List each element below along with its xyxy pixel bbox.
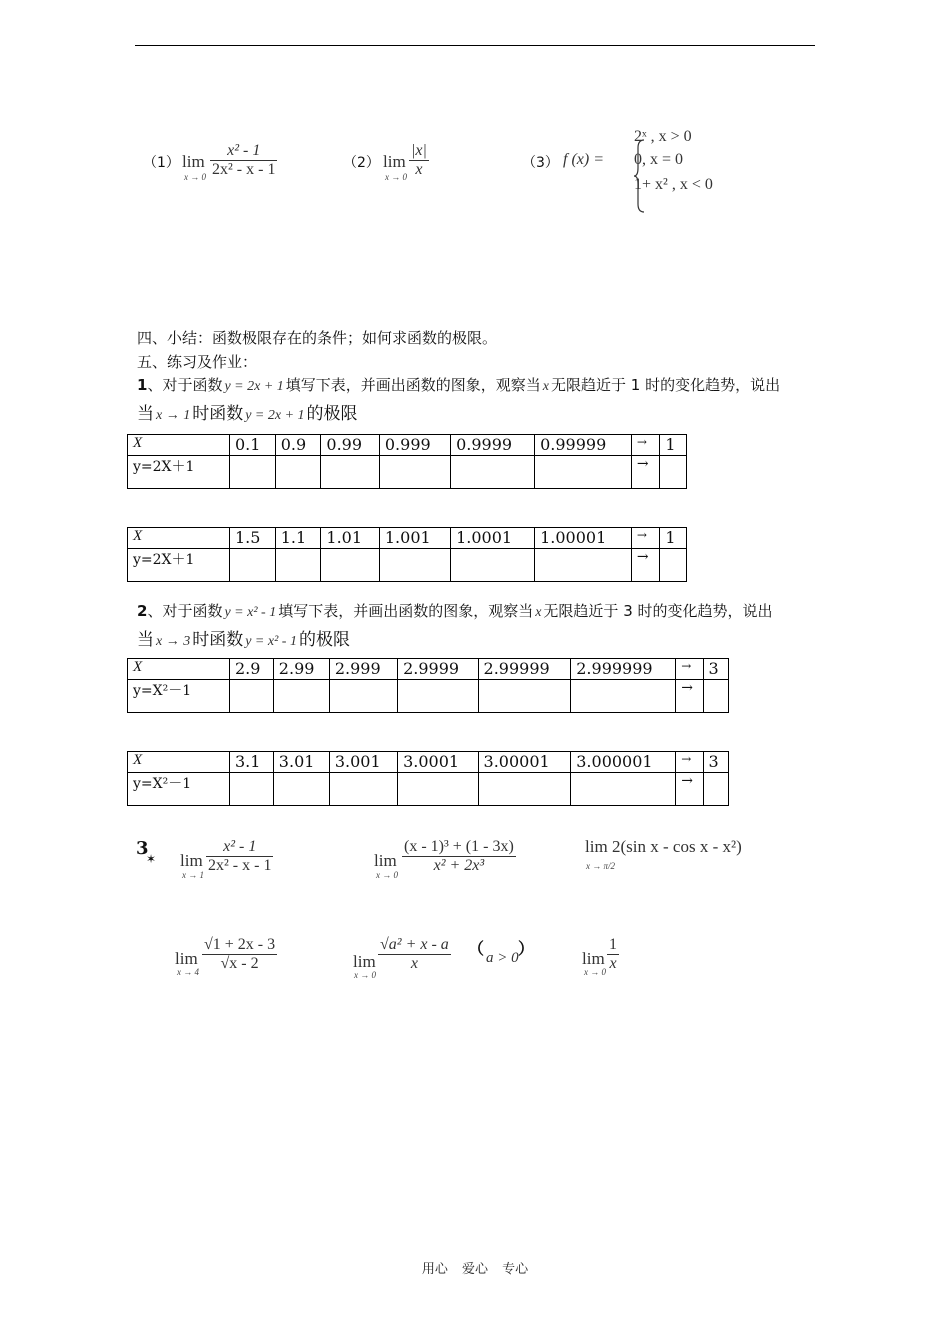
value-table-2 (127, 527, 687, 582)
table-2-arrow: → (631, 528, 660, 549)
table-2-arrow: → (631, 549, 660, 582)
table-4-empty-cell[interactable] (398, 773, 478, 806)
exercise-2-text-a: 、对于函数 (147, 602, 223, 620)
problem-3-case-2: 0, x = 0 (634, 151, 684, 168)
table-1-cell: 0.99999 (535, 435, 632, 456)
problem-3-label: （3） (522, 155, 559, 171)
problem-1-label: （1） (143, 155, 180, 171)
problem-2-numerator: |x| (411, 142, 427, 159)
table-2-empty-cell[interactable] (321, 549, 379, 582)
ex3-e6-fraction (607, 936, 619, 973)
table-4-cell: 3.000001 (571, 752, 676, 773)
problem-2-fraction (409, 142, 429, 179)
exercise-1-line2-f2: y = 2x + 1 (245, 408, 305, 423)
exercise-2-line-1 (137, 600, 773, 621)
problem-1-fraction (210, 142, 277, 179)
exercise-2-number: 2 (137, 602, 148, 620)
ex3-e4-sub: x → 4 (177, 967, 199, 977)
table-3-arrow: → (676, 680, 703, 713)
ex3-e2-sub: x → 0 (376, 870, 398, 880)
table-1-empty-cell[interactable] (275, 456, 321, 489)
problem-2-label: （2） (343, 155, 380, 171)
ex3-e1-lim: lim (180, 851, 203, 870)
problem-1-denominator: 2x² - x - 1 (212, 161, 276, 178)
table-4-cell: 3.001 (329, 752, 397, 773)
exercise-1-line2-f1: x → 1 (156, 408, 191, 423)
table-4-empty-cell[interactable] (329, 773, 397, 806)
exercise-2-line2-f2: y = x² - 1 (245, 634, 297, 649)
ex3-e5-denominator: x (378, 954, 451, 973)
table-3-cell: 2.9 (230, 659, 274, 680)
ex3-e1-sub: x → 1 (182, 870, 204, 880)
ex3-e1-numerator: x² - 1 (223, 838, 257, 855)
value-table-1 (127, 434, 687, 489)
star-icon: ✶ (146, 852, 157, 866)
table-1-target: 1 (660, 435, 687, 456)
table-3-row-label: y=X²－1 (128, 680, 230, 713)
exercise-2-line-2 (137, 625, 350, 650)
table-2-header: X (128, 528, 230, 549)
table-1-empty-cell[interactable] (451, 456, 535, 489)
ex3-e3-sub: x → π/2 (586, 861, 616, 871)
ex3-e1-fraction (206, 838, 273, 875)
table-1-cell: 0.1 (230, 435, 276, 456)
table-4-target: 3 (703, 752, 729, 773)
exercise-1-text-a: 、对于函数 (147, 376, 223, 394)
ex3-e6-lim: lim (582, 949, 605, 968)
table-2-row-label: y=2X＋1 (128, 549, 230, 582)
exercise-2-text-c: 无限趋近于 3 时的变化趋势，说出 (543, 602, 773, 620)
section-5-heading: 五、练习及作业： (137, 353, 258, 371)
exercise-2-var: x (535, 605, 542, 620)
table-1-empty-cell[interactable] (660, 456, 687, 489)
table-4-empty-cell[interactable] (273, 773, 329, 806)
ex3-e5-cond-close: ） (518, 939, 535, 958)
table-2-cell: 1.5 (230, 528, 276, 549)
ex3-e5-numerator: √a² + x - a (380, 936, 449, 953)
problem-3-function: f (x) = (563, 151, 604, 168)
table-1-cell: 0.9 (275, 435, 321, 456)
ex3-e6-numerator: 1 (609, 936, 617, 953)
table-1-cell: 0.99 (321, 435, 379, 456)
exercise-1-number: 1 (137, 376, 148, 394)
problem-1-lim: lim (182, 152, 205, 171)
exercise-1-var: x (542, 379, 550, 394)
table-4-cell: 3.1 (230, 752, 274, 773)
ex3-e2-fraction (402, 838, 516, 875)
table-2-empty-cell[interactable] (660, 549, 687, 582)
exercise-3-number: 3 (136, 838, 149, 859)
ex3-e5-cond-open: （ (468, 939, 485, 958)
table-3-cell: 2.999 (329, 659, 397, 680)
brace-icon (632, 138, 648, 214)
table-4-row-label: y=X²－1 (128, 773, 230, 806)
table-4-arrow: → (676, 773, 703, 806)
section-4-summary: 四、小结：函数极限存在的条件；如何求函数的极限。 (137, 329, 498, 347)
table-3-empty-cell[interactable] (398, 680, 478, 713)
problem-1-sub: x → 0 (184, 172, 206, 182)
exercise-2-line2-b: 时函数 (192, 630, 244, 650)
table-2-cell: 1.00001 (535, 528, 632, 549)
table-2-cell: 1.0001 (451, 528, 535, 549)
page-footer: 用心 爱心 专心 (421, 1262, 529, 1277)
ex3-e5-fraction (378, 936, 451, 973)
problem-3-case-1: 2ˣ , x > 0 (634, 128, 692, 145)
exercise-1-formula: y = 2x + 1 (224, 379, 284, 394)
table-1-empty-cell[interactable] (321, 456, 379, 489)
ex3-e5-condition: a > 0 (486, 950, 519, 966)
table-1-arrow: → (631, 456, 660, 489)
value-table-4 (127, 751, 729, 806)
table-4-empty-cell[interactable] (703, 773, 729, 806)
table-2-cell: 1.001 (379, 528, 450, 549)
table-3-empty-cell[interactable] (273, 680, 329, 713)
problem-2-sub: x → 0 (385, 172, 407, 182)
exercise-2-line2-a: 当 (137, 630, 154, 650)
ex3-e3-expression: 2(sin x - cos x - x²) (612, 837, 742, 856)
exercise-1-line-1 (137, 374, 780, 395)
table-3-empty-cell[interactable] (571, 680, 676, 713)
exercise-2-formula: y = x² - 1 (224, 605, 277, 620)
table-2-empty-cell[interactable] (230, 549, 276, 582)
table-3-arrow: → (676, 659, 703, 680)
exercise-1-line2-c: 的极限 (306, 404, 358, 424)
table-1-cell: 0.9999 (451, 435, 535, 456)
header-rule (135, 45, 815, 46)
table-1-header: X (128, 435, 230, 456)
table-3-target: 3 (703, 659, 729, 680)
table-1-row-label: y=2X＋1 (128, 456, 230, 489)
table-1-empty-cell[interactable] (535, 456, 632, 489)
ex3-e4-fraction (202, 936, 277, 973)
exercise-2-line2-c: 的极限 (298, 630, 350, 650)
ex3-e2-lim: lim (374, 851, 397, 870)
exercise-2-text-b: 填写下表，并画出函数的图象，观察当 (278, 602, 534, 620)
ex3-e5-lim: lim (353, 952, 376, 971)
table-3-empty-cell[interactable] (703, 680, 729, 713)
table-4-cell: 3.0001 (398, 752, 478, 773)
table-4-header: X (128, 752, 230, 773)
exercise-1-line2-a: 当 (137, 404, 154, 424)
table-2-cell: 1.1 (275, 528, 321, 549)
ex3-e2-numerator: (x - 1)³ + (1 - 3x) (404, 838, 514, 855)
table-3-empty-cell[interactable] (329, 680, 397, 713)
table-3-cell: 2.999999 (571, 659, 676, 680)
table-3-cell: 2.9999 (398, 659, 478, 680)
exercise-2-line2-f1: x → 3 (156, 634, 191, 649)
table-3-cell: 2.99 (273, 659, 329, 680)
ex3-e4-denominator: √x - 2 (202, 954, 277, 973)
value-table-3 (127, 658, 729, 713)
exercise-1-line2-b: 时函数 (192, 404, 244, 424)
table-4-empty-cell[interactable] (571, 773, 676, 806)
table-2-empty-cell[interactable] (535, 549, 632, 582)
table-1-arrow: → (631, 435, 660, 456)
exercise-1-text-c: 无限趋近于 1 时的变化趋势，说出 (551, 376, 781, 394)
problem-2-denominator: x (409, 160, 429, 179)
table-4-cell: 3.00001 (478, 752, 571, 773)
exercise-1-line-2 (137, 399, 358, 424)
problem-2-lim: lim (383, 152, 406, 171)
table-2-empty-cell[interactable] (379, 549, 450, 582)
ex3-e2-denominator: x² + 2x³ (402, 856, 516, 875)
table-4-empty-cell[interactable] (230, 773, 274, 806)
ex3-e4-numerator: √1 + 2x - 3 (204, 936, 276, 953)
problem-3-case-3: 1+ x² , x < 0 (634, 176, 713, 193)
table-3-cell: 2.99999 (478, 659, 571, 680)
ex3-e4-lim: lim (175, 949, 198, 968)
table-3-header: X (128, 659, 230, 680)
table-2-cell: 1.01 (321, 528, 379, 549)
table-2-empty-cell[interactable] (451, 549, 535, 582)
table-1-empty-cell[interactable] (379, 456, 450, 489)
table-4-cell: 3.01 (273, 752, 329, 773)
ex3-e3-lim: lim (585, 837, 608, 856)
ex3-e1-denominator: 2x² - x - 1 (208, 857, 272, 874)
table-1-empty-cell[interactable] (230, 456, 276, 489)
exercise-1-text-b: 填写下表，并画出函数的图象，观察当 (285, 376, 541, 394)
table-4-arrow: → (676, 752, 703, 773)
ex3-e5-sub: x → 0 (354, 970, 376, 980)
table-3-empty-cell[interactable] (478, 680, 571, 713)
ex3-e6-denominator: x (607, 954, 619, 973)
table-2-target: 1 (660, 528, 687, 549)
table-1-cell: 0.999 (379, 435, 450, 456)
table-4-empty-cell[interactable] (478, 773, 571, 806)
ex3-e6-sub: x → 0 (584, 967, 606, 977)
table-3-empty-cell[interactable] (230, 680, 274, 713)
problem-1-numerator: x² - 1 (227, 142, 261, 159)
table-2-empty-cell[interactable] (275, 549, 321, 582)
